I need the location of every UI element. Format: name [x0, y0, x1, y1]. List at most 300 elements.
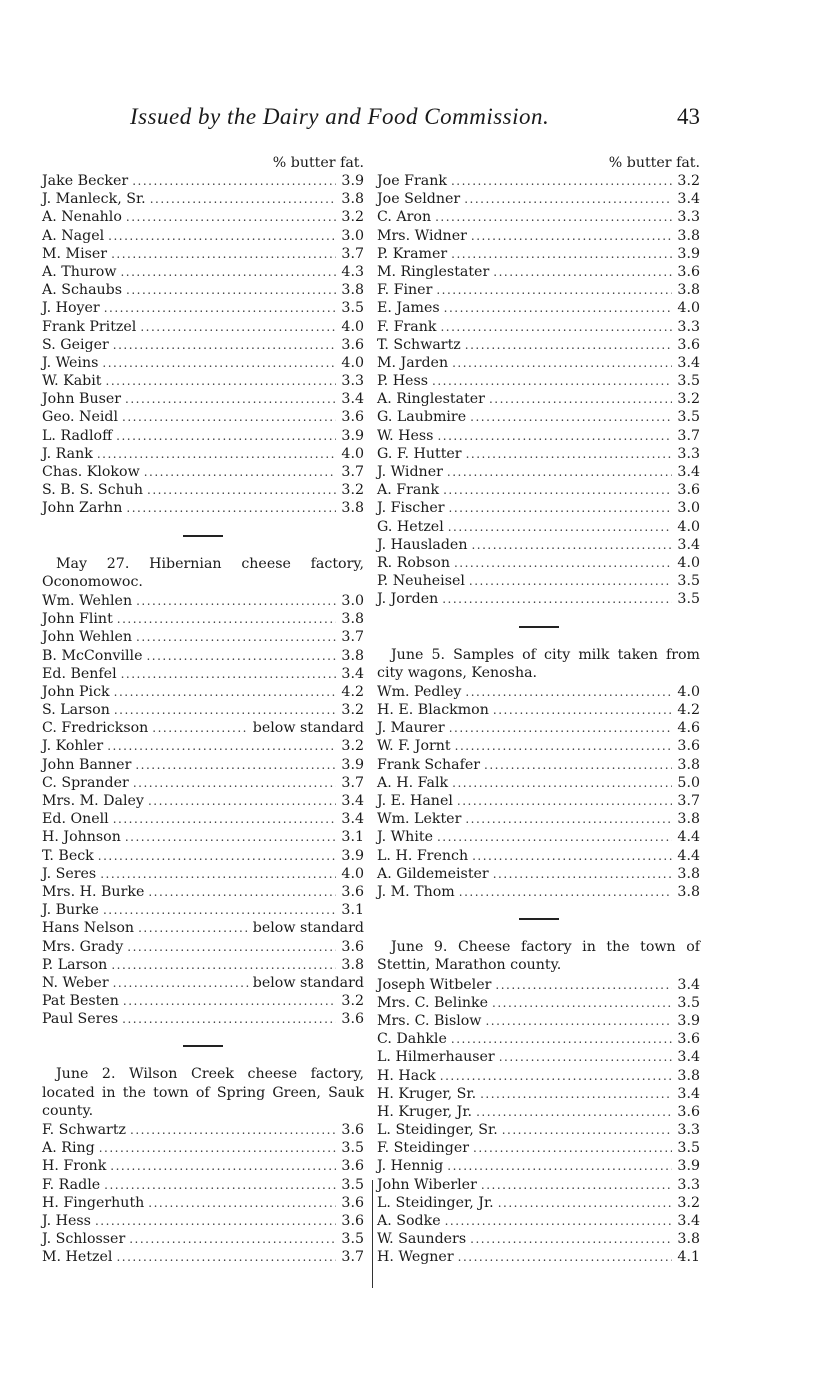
section-divider — [183, 1045, 223, 1047]
entry-name: H. Johnson — [42, 829, 121, 846]
entry-name: M. Hetzel — [42, 1249, 113, 1266]
entry-name: Joseph Witbeler — [377, 976, 492, 993]
butter-fat-value: 4.2 — [677, 702, 700, 719]
entry-name: H. Fingerhuth — [42, 1194, 145, 1211]
butter-fat-value: 3.9 — [341, 427, 364, 444]
leader-dots — [140, 318, 336, 336]
entry-name: J. Weins — [42, 354, 99, 371]
leader-dots — [499, 1048, 672, 1066]
right-column — [377, 154, 700, 1267]
butter-fat-value: below standard — [252, 920, 364, 937]
leader-dots — [125, 828, 336, 846]
butter-fat-value: 3.6 — [341, 1011, 364, 1028]
entry-row — [42, 263, 364, 281]
butter-fat-value: 3.4 — [677, 1213, 700, 1229]
butter-fat-value: 4.2 — [341, 683, 364, 700]
leader-dots — [464, 190, 672, 208]
butter-fat-value: 3.2 — [341, 209, 364, 226]
entry-name: A. H. Falk — [377, 774, 449, 791]
butter-fat-value: 3.4 — [341, 811, 364, 828]
entry-name: A. Thurow — [42, 263, 117, 280]
leader-dots — [471, 536, 672, 554]
entry-row — [42, 1157, 364, 1175]
butter-fat-value: 3.2 — [341, 993, 364, 1010]
leader-dots — [489, 390, 672, 408]
entry-name: J. Manleck, Sr. — [42, 191, 146, 208]
leader-dots — [484, 756, 672, 774]
butter-fat-value: 3.3 — [677, 445, 700, 462]
entry-row — [377, 299, 700, 317]
entry-name: J. Fischer — [377, 500, 445, 517]
entry-name: A. Ring — [42, 1140, 95, 1157]
entry-row — [42, 463, 364, 481]
sample-list — [377, 976, 700, 1267]
entry-name: J. Schlosser — [42, 1231, 126, 1248]
entry-row — [42, 227, 364, 245]
butter-fat-value: 3.6 — [341, 1158, 364, 1175]
entry-name: Frank Pritzel — [42, 318, 137, 335]
entry-row — [42, 974, 364, 992]
entry-row — [42, 774, 364, 792]
leader-dots — [127, 938, 336, 956]
entry-name: S. B. S. Schuh — [42, 482, 143, 499]
butter-fat-value: 3.6 — [341, 409, 364, 426]
butter-fat-value: 3.1 — [341, 829, 364, 846]
entry-name: J. Hausladen — [377, 536, 468, 553]
entry-name: A. Nagel — [42, 227, 105, 244]
entry-name: P. Hess — [377, 373, 429, 390]
butter-fat-value: 3.6 — [677, 738, 700, 755]
leader-dots — [98, 847, 336, 865]
entry-name: N. Weber — [42, 974, 109, 991]
entry-name: G. Hetzel — [377, 518, 444, 535]
butter-fat-value: 3.7 — [341, 245, 364, 262]
leader-dots — [114, 683, 336, 701]
leader-dots — [471, 227, 672, 245]
leader-dots — [113, 336, 336, 354]
leader-dots — [452, 354, 672, 372]
entry-name: J. Kohler — [42, 738, 104, 755]
butter-fat-value: 3.6 — [677, 263, 700, 280]
butter-fat-value: 3.8 — [677, 811, 700, 828]
butter-fat-value: 3.4 — [341, 793, 364, 810]
column-rule — [372, 1180, 373, 1288]
butter-fat-value: 3.7 — [341, 629, 364, 646]
entry-name: J. Jorden — [377, 591, 439, 608]
entry-row — [42, 1212, 364, 1230]
entry-row — [377, 847, 700, 865]
column-header: % butter fat. — [272, 155, 364, 171]
entry-name: J. Hess — [42, 1213, 91, 1230]
entry-name: A. Nenahlo — [42, 209, 122, 226]
butter-fat-value: 3.5 — [677, 1140, 700, 1157]
butter-fat-value: 3.9 — [341, 756, 364, 773]
butter-fat-value: 4.0 — [677, 300, 700, 317]
butter-fat-value: 3.5 — [341, 300, 364, 317]
butter-fat-value: 4.1 — [677, 1249, 700, 1266]
entry-row — [377, 408, 700, 426]
butter-fat-value: 3.4 — [341, 391, 364, 408]
entry-row — [42, 719, 364, 737]
entry-name: J. Hoyer — [42, 300, 100, 317]
entry-row — [377, 227, 700, 245]
entry-name: T. Schwartz — [377, 336, 461, 353]
butter-fat-value: 3.7 — [341, 774, 364, 791]
entry-row — [377, 756, 700, 774]
entry-row — [377, 792, 700, 810]
entry-name: W. Saunders — [377, 1231, 467, 1248]
leader-dots — [442, 590, 672, 608]
leader-dots — [452, 774, 672, 792]
entry-name: Geo. Neidl — [42, 409, 119, 426]
entry-name: J. Maurer — [377, 720, 445, 737]
entry-row — [377, 372, 700, 390]
butter-fat-value: 3.8 — [677, 282, 700, 299]
entry-row — [42, 390, 364, 408]
butter-fat-value: 3.6 — [341, 883, 364, 900]
entry-name: John Banner — [42, 756, 132, 773]
entry-row — [42, 956, 364, 974]
entry-name: Chas. Klokow — [42, 464, 140, 480]
butter-fat-value: 3.8 — [341, 191, 364, 208]
leader-dots — [130, 1121, 336, 1139]
section-heading: June 2. Wilson Creek cheese factory, located in the town of Spring Green, Sauk county. — [42, 1066, 364, 1119]
leader-dots — [133, 774, 336, 792]
leader-dots — [136, 592, 336, 610]
entry-row — [377, 554, 700, 572]
leader-dots — [447, 463, 672, 481]
entry-row — [42, 901, 364, 919]
entry-name: Paul Seres — [42, 1011, 119, 1028]
entry-name: L. Steidinger, Sr. — [377, 1122, 498, 1139]
butter-fat-value: 3.4 — [341, 665, 364, 682]
entry-row — [42, 481, 364, 499]
butter-fat-value: 3.8 — [341, 956, 364, 973]
leader-dots — [114, 701, 336, 719]
leader-dots — [121, 665, 336, 683]
entry-name: J. Widner — [377, 464, 443, 480]
leader-dots — [493, 263, 672, 281]
section-divider — [519, 626, 559, 628]
leader-dots — [459, 883, 672, 901]
leader-dots — [144, 463, 336, 481]
leader-dots — [103, 901, 336, 919]
leader-dots — [135, 756, 336, 774]
entry-name: M. Miser — [42, 245, 108, 262]
entry-row — [377, 336, 700, 354]
section-divider — [519, 918, 559, 920]
entry-row — [42, 756, 364, 774]
entry-row — [377, 536, 700, 554]
leader-dots — [443, 481, 672, 499]
leader-dots — [104, 299, 336, 317]
entry-row — [42, 1230, 364, 1248]
entry-name: C. Sprander — [42, 774, 129, 791]
leader-dots — [473, 1139, 672, 1157]
entry-row — [377, 1030, 700, 1048]
entry-row — [42, 792, 364, 810]
entry-row — [377, 994, 700, 1012]
entry-name: Ed. Onell — [42, 811, 109, 828]
leader-dots — [465, 336, 672, 354]
page-header — [130, 104, 700, 130]
entry-row — [42, 701, 364, 719]
entry-row — [377, 1121, 700, 1139]
leader-dots — [122, 408, 336, 426]
entry-name: L. Steidinger, Jr. — [377, 1194, 494, 1211]
butter-fat-value: 3.9 — [677, 1012, 700, 1029]
entry-row — [377, 1230, 700, 1248]
entry-name: A. Sodke — [377, 1213, 441, 1229]
leader-dots — [99, 1139, 336, 1157]
entry-row — [377, 1048, 700, 1066]
butter-fat-value: 3.5 — [341, 1231, 364, 1248]
butter-fat-value: 4.0 — [341, 445, 364, 462]
leader-dots — [451, 1030, 672, 1048]
entry-name: L. Radloff — [42, 427, 113, 444]
leader-dots — [113, 974, 249, 992]
leader-dots — [495, 976, 672, 994]
entry-name: P. Kramer — [377, 245, 448, 262]
leader-dots — [502, 1121, 672, 1139]
entry-name: A. Ringlestater — [377, 391, 485, 408]
butter-fat-value: 3.8 — [677, 756, 700, 773]
butter-fat-value: 3.2 — [341, 482, 364, 499]
butter-fat-value: 3.4 — [677, 1085, 700, 1102]
leader-dots — [493, 701, 672, 719]
entry-row — [377, 865, 700, 883]
butter-fat-value: 3.5 — [677, 573, 700, 590]
section-heading: May 27. Hibernian cheese factory, Oconomowoc. — [42, 555, 364, 590]
entry-row — [42, 299, 364, 317]
entry-name: A. Schaubs — [42, 282, 123, 299]
entry-name: H. Hack — [377, 1067, 436, 1084]
entry-name: J. E. Hanel — [377, 793, 453, 810]
leader-dots — [469, 572, 672, 590]
entry-row — [42, 445, 364, 463]
butter-fat-value: 3.8 — [677, 1231, 700, 1248]
leader-dots — [454, 554, 672, 572]
section-heading: June 5. Samples of city milk taken from city wagons, Kenosha. — [377, 646, 700, 681]
leader-dots — [449, 499, 672, 517]
entry-row — [377, 190, 700, 208]
butter-fat-value: 3.3 — [341, 373, 364, 390]
entry-row — [377, 590, 700, 608]
entry-row — [377, 318, 700, 336]
entry-row — [42, 847, 364, 865]
entry-row — [377, 1085, 700, 1103]
butter-fat-value: 4.3 — [341, 263, 364, 280]
sample-list — [42, 592, 364, 1029]
entry-name: Joe Seldner — [377, 191, 461, 208]
leader-dots — [455, 737, 672, 755]
leader-dots — [457, 792, 672, 810]
leader-dots — [125, 390, 336, 408]
entry-row — [42, 592, 364, 610]
leader-dots — [458, 1248, 672, 1266]
butter-fat-value: below standard — [252, 974, 364, 991]
entry-row — [377, 774, 700, 792]
butter-fat-value: 3.2 — [341, 702, 364, 719]
entry-name: C. Fredrickson — [42, 720, 149, 737]
butter-fat-value: 3.4 — [677, 464, 700, 480]
entry-row — [377, 481, 700, 499]
butter-fat-value: 4.0 — [341, 318, 364, 335]
leader-dots — [106, 372, 337, 390]
entry-row — [377, 883, 700, 901]
leader-dots — [476, 1103, 672, 1121]
entry-name: J. Hennig — [377, 1158, 444, 1175]
butter-fat-value: 3.6 — [677, 482, 700, 499]
entry-row — [42, 683, 364, 701]
entry-row — [42, 172, 364, 190]
entry-name: John Zarhn — [42, 500, 123, 517]
leader-dots — [447, 1157, 672, 1175]
entry-name: Wm. Lekter — [377, 811, 462, 828]
leader-dots — [147, 481, 336, 499]
entry-row — [377, 427, 700, 445]
leader-dots — [444, 299, 672, 317]
entry-name: Mrs. C. Belinke — [377, 994, 489, 1011]
leader-dots — [152, 719, 249, 737]
entry-name: Wm. Pedley — [377, 683, 462, 700]
entry-row — [42, 354, 364, 372]
leader-dots — [465, 683, 672, 701]
leader-dots — [126, 208, 336, 226]
leader-dots — [97, 445, 336, 463]
butter-fat-value: 3.5 — [677, 409, 700, 426]
entry-name: S. Larson — [42, 702, 110, 719]
entry-row — [42, 372, 364, 390]
entry-row — [42, 919, 364, 937]
entry-name: F. Frank — [377, 318, 437, 335]
leader-dots — [95, 1212, 336, 1230]
entry-name: P. Larson — [42, 956, 108, 973]
leader-dots — [136, 628, 336, 646]
entry-name: F. Finer — [377, 282, 433, 299]
entry-row — [42, 665, 364, 683]
entry-name: F. Schwartz — [42, 1122, 127, 1139]
butter-fat-value: 3.0 — [341, 227, 364, 244]
leader-dots — [498, 1194, 672, 1212]
entry-row — [42, 810, 364, 828]
leader-dots — [466, 445, 672, 463]
entry-name: H. Kruger, Jr. — [377, 1103, 473, 1120]
entry-row — [377, 263, 700, 281]
entry-name: G. F. Hutter — [377, 445, 462, 462]
entry-row — [377, 701, 700, 719]
butter-fat-value: 3.3 — [677, 318, 700, 335]
entry-row — [377, 572, 700, 590]
butter-fat-value: 3.8 — [677, 883, 700, 900]
leader-dots — [126, 281, 336, 299]
butter-fat-value: 3.4 — [677, 536, 700, 553]
butter-fat-value: 3.5 — [341, 1176, 364, 1193]
entry-name: Mrs. H. Burke — [42, 883, 145, 900]
entry-name: J. Seres — [42, 865, 97, 882]
entry-row — [377, 1212, 700, 1230]
leader-dots — [470, 1230, 672, 1248]
leader-dots — [111, 956, 336, 974]
butter-fat-value: 4.4 — [677, 847, 700, 864]
leader-dots — [102, 354, 336, 372]
entry-row — [377, 1103, 700, 1121]
leader-dots — [111, 245, 336, 263]
entry-name: W. F. Jornt — [377, 738, 451, 755]
entry-name: A. Frank — [377, 482, 440, 499]
butter-fat-value: below standard — [252, 720, 364, 737]
entry-row — [377, 1157, 700, 1175]
entry-name: J. Rank — [42, 445, 93, 462]
leader-dots — [481, 1176, 672, 1194]
entry-row — [42, 865, 364, 883]
entry-row — [42, 318, 364, 336]
entry-row — [42, 1121, 364, 1139]
entry-row — [42, 1248, 364, 1266]
left-column — [42, 154, 364, 1267]
butter-fat-value: 3.2 — [677, 173, 700, 189]
leader-dots — [104, 1176, 336, 1194]
entry-name: Mrs. M. Daley — [42, 793, 144, 810]
butter-fat-value: 3.0 — [677, 500, 700, 517]
leader-dots — [432, 372, 672, 390]
entry-row — [42, 1010, 364, 1028]
entry-name: E. James — [377, 300, 440, 317]
entry-row — [42, 883, 364, 901]
leader-dots — [122, 1010, 336, 1028]
leader-dots — [148, 792, 336, 810]
entry-name: J. Burke — [42, 902, 99, 919]
entry-row — [377, 683, 700, 701]
leader-dots — [493, 865, 672, 883]
leader-dots — [148, 1194, 336, 1212]
section-heading: June 9. Cheese factory in the town of Stettin, Marathon county. — [377, 939, 700, 974]
leader-dots — [108, 227, 336, 245]
leader-dots — [116, 1248, 336, 1266]
butter-fat-value: 3.7 — [341, 464, 364, 480]
leader-dots — [451, 172, 672, 190]
sample-list — [42, 172, 364, 518]
entry-row — [42, 610, 364, 628]
entry-row — [42, 938, 364, 956]
entry-row — [42, 499, 364, 517]
butter-fat-value: 3.4 — [677, 1049, 700, 1066]
entry-row — [42, 245, 364, 263]
entry-name: Wm. Wehlen — [42, 592, 133, 609]
entry-row — [42, 647, 364, 665]
butter-fat-value: 3.6 — [677, 1031, 700, 1048]
entry-name: Frank Schafer — [377, 756, 481, 773]
butter-fat-value: 4.0 — [341, 354, 364, 371]
butter-fat-value: 3.5 — [677, 994, 700, 1011]
entry-row — [377, 976, 700, 994]
entry-name: C. Dahkle — [377, 1031, 447, 1048]
entry-name: H. Wegner — [377, 1249, 454, 1266]
butter-fat-value: 3.0 — [341, 592, 364, 609]
butter-fat-value: 3.9 — [341, 847, 364, 864]
leader-dots — [126, 499, 336, 517]
entry-name: R. Robson — [377, 554, 450, 571]
entry-row — [42, 737, 364, 755]
entry-name: A. Gildemeister — [377, 865, 489, 882]
entry-row — [42, 190, 364, 208]
leader-dots — [129, 1230, 336, 1248]
entry-row — [377, 1139, 700, 1157]
leader-dots — [107, 737, 336, 755]
entry-name: John Pick — [42, 683, 110, 700]
leader-dots — [146, 647, 336, 665]
entry-row — [42, 281, 364, 299]
